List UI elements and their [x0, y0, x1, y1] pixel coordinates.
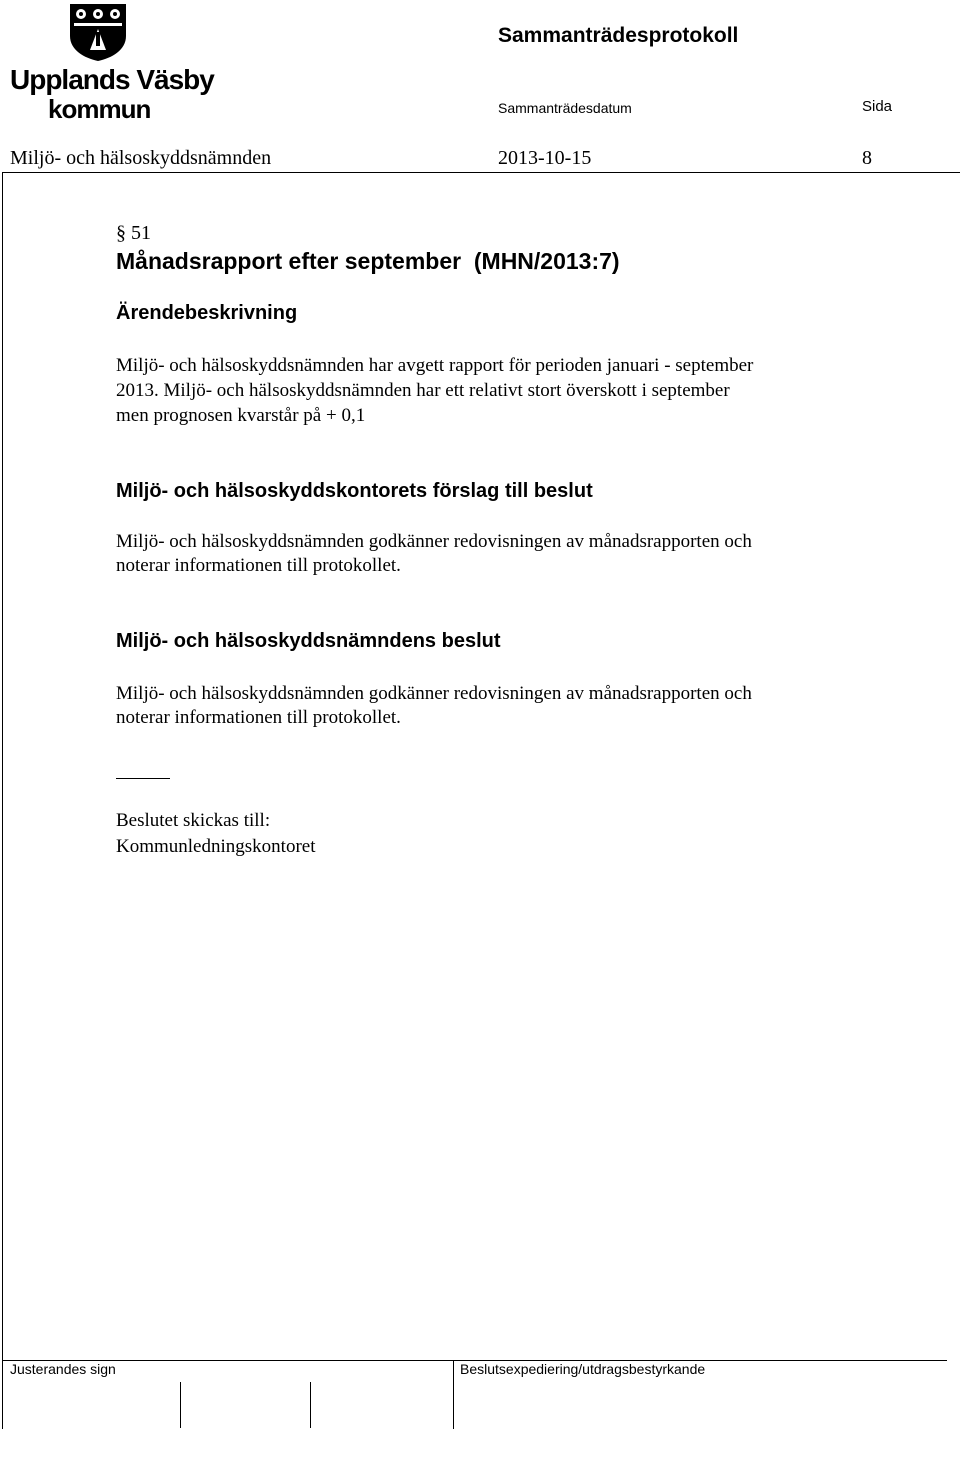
- dispatch-box: [455, 1382, 945, 1428]
- proposal-heading: Miljö- och hälsoskyddskontorets förslag till beslut: [116, 480, 593, 502]
- page-number: 8: [862, 147, 872, 169]
- meeting-date-label: Sammanträdesdatum: [498, 100, 632, 116]
- header-divider: [2, 172, 960, 173]
- proposal-line: Miljö- och hälsoskyddsnämnden godkänner redovisningen av månadsrapporten och: [116, 531, 752, 552]
- item-title: Månadsrapport efter september (MHN/2013:7): [116, 248, 620, 274]
- document-type: Sammanträdesprotokoll: [498, 24, 739, 47]
- signature-label: Justerandes sign: [10, 1361, 116, 1377]
- dispatch-label: Beslutsexpediering/utdragsbestyrkande: [460, 1361, 706, 1377]
- municipality-logo: [10, 2, 214, 124]
- logo-text-name: Upplands Väsby: [10, 64, 214, 95]
- paragraph-number: § 51: [116, 222, 151, 244]
- signature-box: [4, 1382, 178, 1428]
- logo-text-kommun: kommun: [48, 94, 151, 124]
- sent-to-label: Beslutet skickas till:: [116, 810, 271, 831]
- footer-cell-divider: [2, 1361, 3, 1429]
- description-heading: Ärendebeskrivning: [116, 302, 298, 324]
- description-text: [116, 353, 876, 428]
- coat-of-arms-icon: [68, 2, 128, 62]
- footer-cell-divider: [453, 1361, 454, 1429]
- description-line: Miljö- och hälsoskyddsnämnden har avgett rapport för perioden januari - september: [116, 355, 754, 376]
- proposal-line: noterar informationen till protokollet.: [116, 555, 401, 576]
- footer-cell-divider: [180, 1382, 181, 1428]
- description-line: men prognosen kvarstår på + 0,1: [116, 405, 366, 426]
- separator-rule: [116, 778, 170, 779]
- meeting-date: 2013-10-15: [498, 147, 592, 169]
- decision-line: Miljö- och hälsoskyddsnämnden godkänner redovisningen av månadsrapporten och: [116, 683, 752, 704]
- signature-box: [312, 1382, 451, 1428]
- footer-cell-divider: [310, 1382, 311, 1428]
- left-border: [2, 172, 3, 1365]
- decision-text: [116, 682, 876, 730]
- distribution: [116, 808, 315, 860]
- description-line: 2013. Miljö- och hälsoskyddsnämnden har ett relativt stort överskott i september: [116, 380, 730, 401]
- proposal-text: [116, 530, 876, 578]
- decision-line: noterar informationen till protokollet.: [116, 707, 401, 728]
- committee-name: Miljö- och hälsoskyddsnämnden: [10, 147, 272, 169]
- sent-to-recipient: Kommunledningskontoret: [116, 836, 316, 857]
- page-label: Sida: [862, 98, 893, 115]
- signature-box: [182, 1382, 308, 1428]
- decision-heading: Miljö- och hälsoskyddsnämndens beslut: [116, 630, 501, 652]
